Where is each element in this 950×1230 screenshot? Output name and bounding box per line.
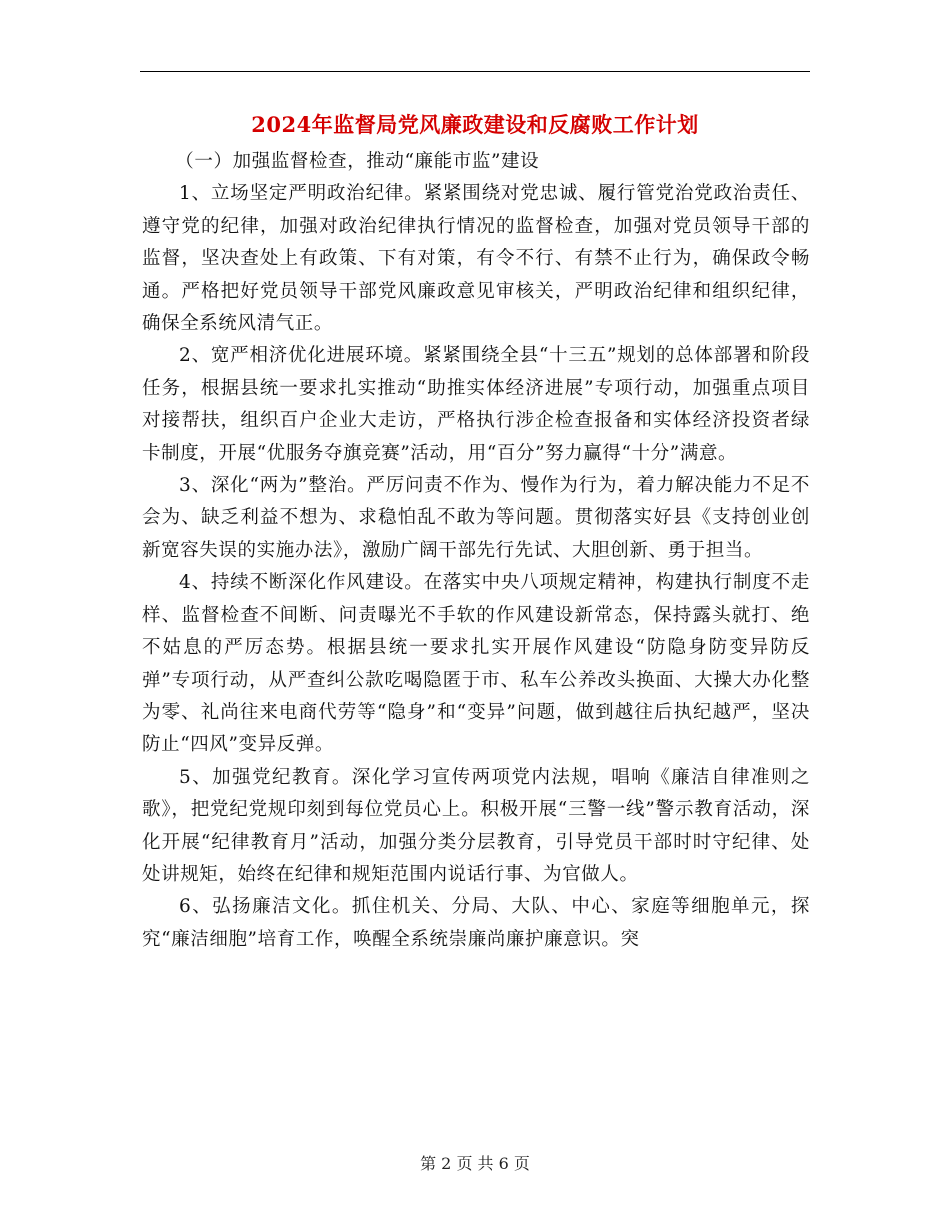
- paragraph-party-discipline-education: 5、加强党纪教育。深化学习宣传两项党内法规，唱响《廉洁自律准则之歌》，把党纪党规印刻到每位党员心上。积极开展“三警一线”警示教育活动，深化开展“纪律教育月”活动，加强分类分层教育，引导党员干部时时守纪律、处处讲规矩，始终在纪律和规矩范围内说话行事、为官做人。: [142, 766, 810, 885]
- document-body: [142, 146, 810, 956]
- header-rule: [140, 71, 810, 72]
- paragraph-two-wei-rectification: 3、深化“两为”整治。严厉问责不作为、慢作为行为，着力解决能力不足不会为、缺乏利益不想为、求稳怕乱不敢为等问题。贯彻落实好县《支持创业创新宽容失误的实施办法》，激励广阔干部先行先试、大胆创新、勇于担当。: [142, 475, 810, 561]
- page-number: 第 2 页 共 6 页: [420, 1154, 530, 1173]
- paragraph-integrity-culture: 6、弘扬廉洁文化。抓住机关、分局、大队、中心、家庭等细胞单元，探究“廉洁细胞”培育工作，唤醒全系统崇廉尚廉护廉意识。突: [142, 896, 810, 950]
- section-heading: （一）加强监督检查，推动“廉能市监”建设: [175, 151, 540, 172]
- paragraph-political-discipline: 1、立场坚定严明政治纪律。紧紧围绕对党忠诚、履行管党治党政治责任、遵守党的纪律，加强对政治纪律执行情况的监督检查，加强对党员领导干部的监督，坚决查处上有政策、下有对策，有令不行、有禁不止行为，确保政令畅通。严格把好党员领导干部党风廉政意见审核关，严明政治纪律和组织纪律，确保全系统风清气正。: [142, 183, 810, 335]
- paragraph-development-environment: 2、宽严相济优化进展环境。紧紧围绕全县“十三五”规划的总体部署和阶段任务，根据县统一要求扎实推动“助推实体经济进展”专项行动，加强重点项目对接帮扶，组织百户企业大走访，严格执行涉企检查报备和实体经济投资者绿卡制度，开展“优服务夺旗竞赛”活动，用“百分”努力赢得“十分”满意。: [142, 345, 810, 464]
- paragraph-work-style: 4、持续不断深化作风建设。在落实中央八项规定精神，构建执行制度不走样、监督检查不间断、问责曝光不手软的作风建设新常态，保持露头就打、绝不姑息的严厉态势。根据县统一要求扎实开展作风建设“防隐身防变异防反弹”专项行动，从严查纠公款吃喝隐匿于市、私车公养改头换面、大操大办化整为零、礼尚往来电商代劳等“隐身”和“变异”问题，做到越往后执纪越严，坚决防止“四风”变异反弹。: [142, 572, 810, 756]
- document-title: 2024年监督局党风廉政建设和反腐败工作计划: [251, 112, 699, 137]
